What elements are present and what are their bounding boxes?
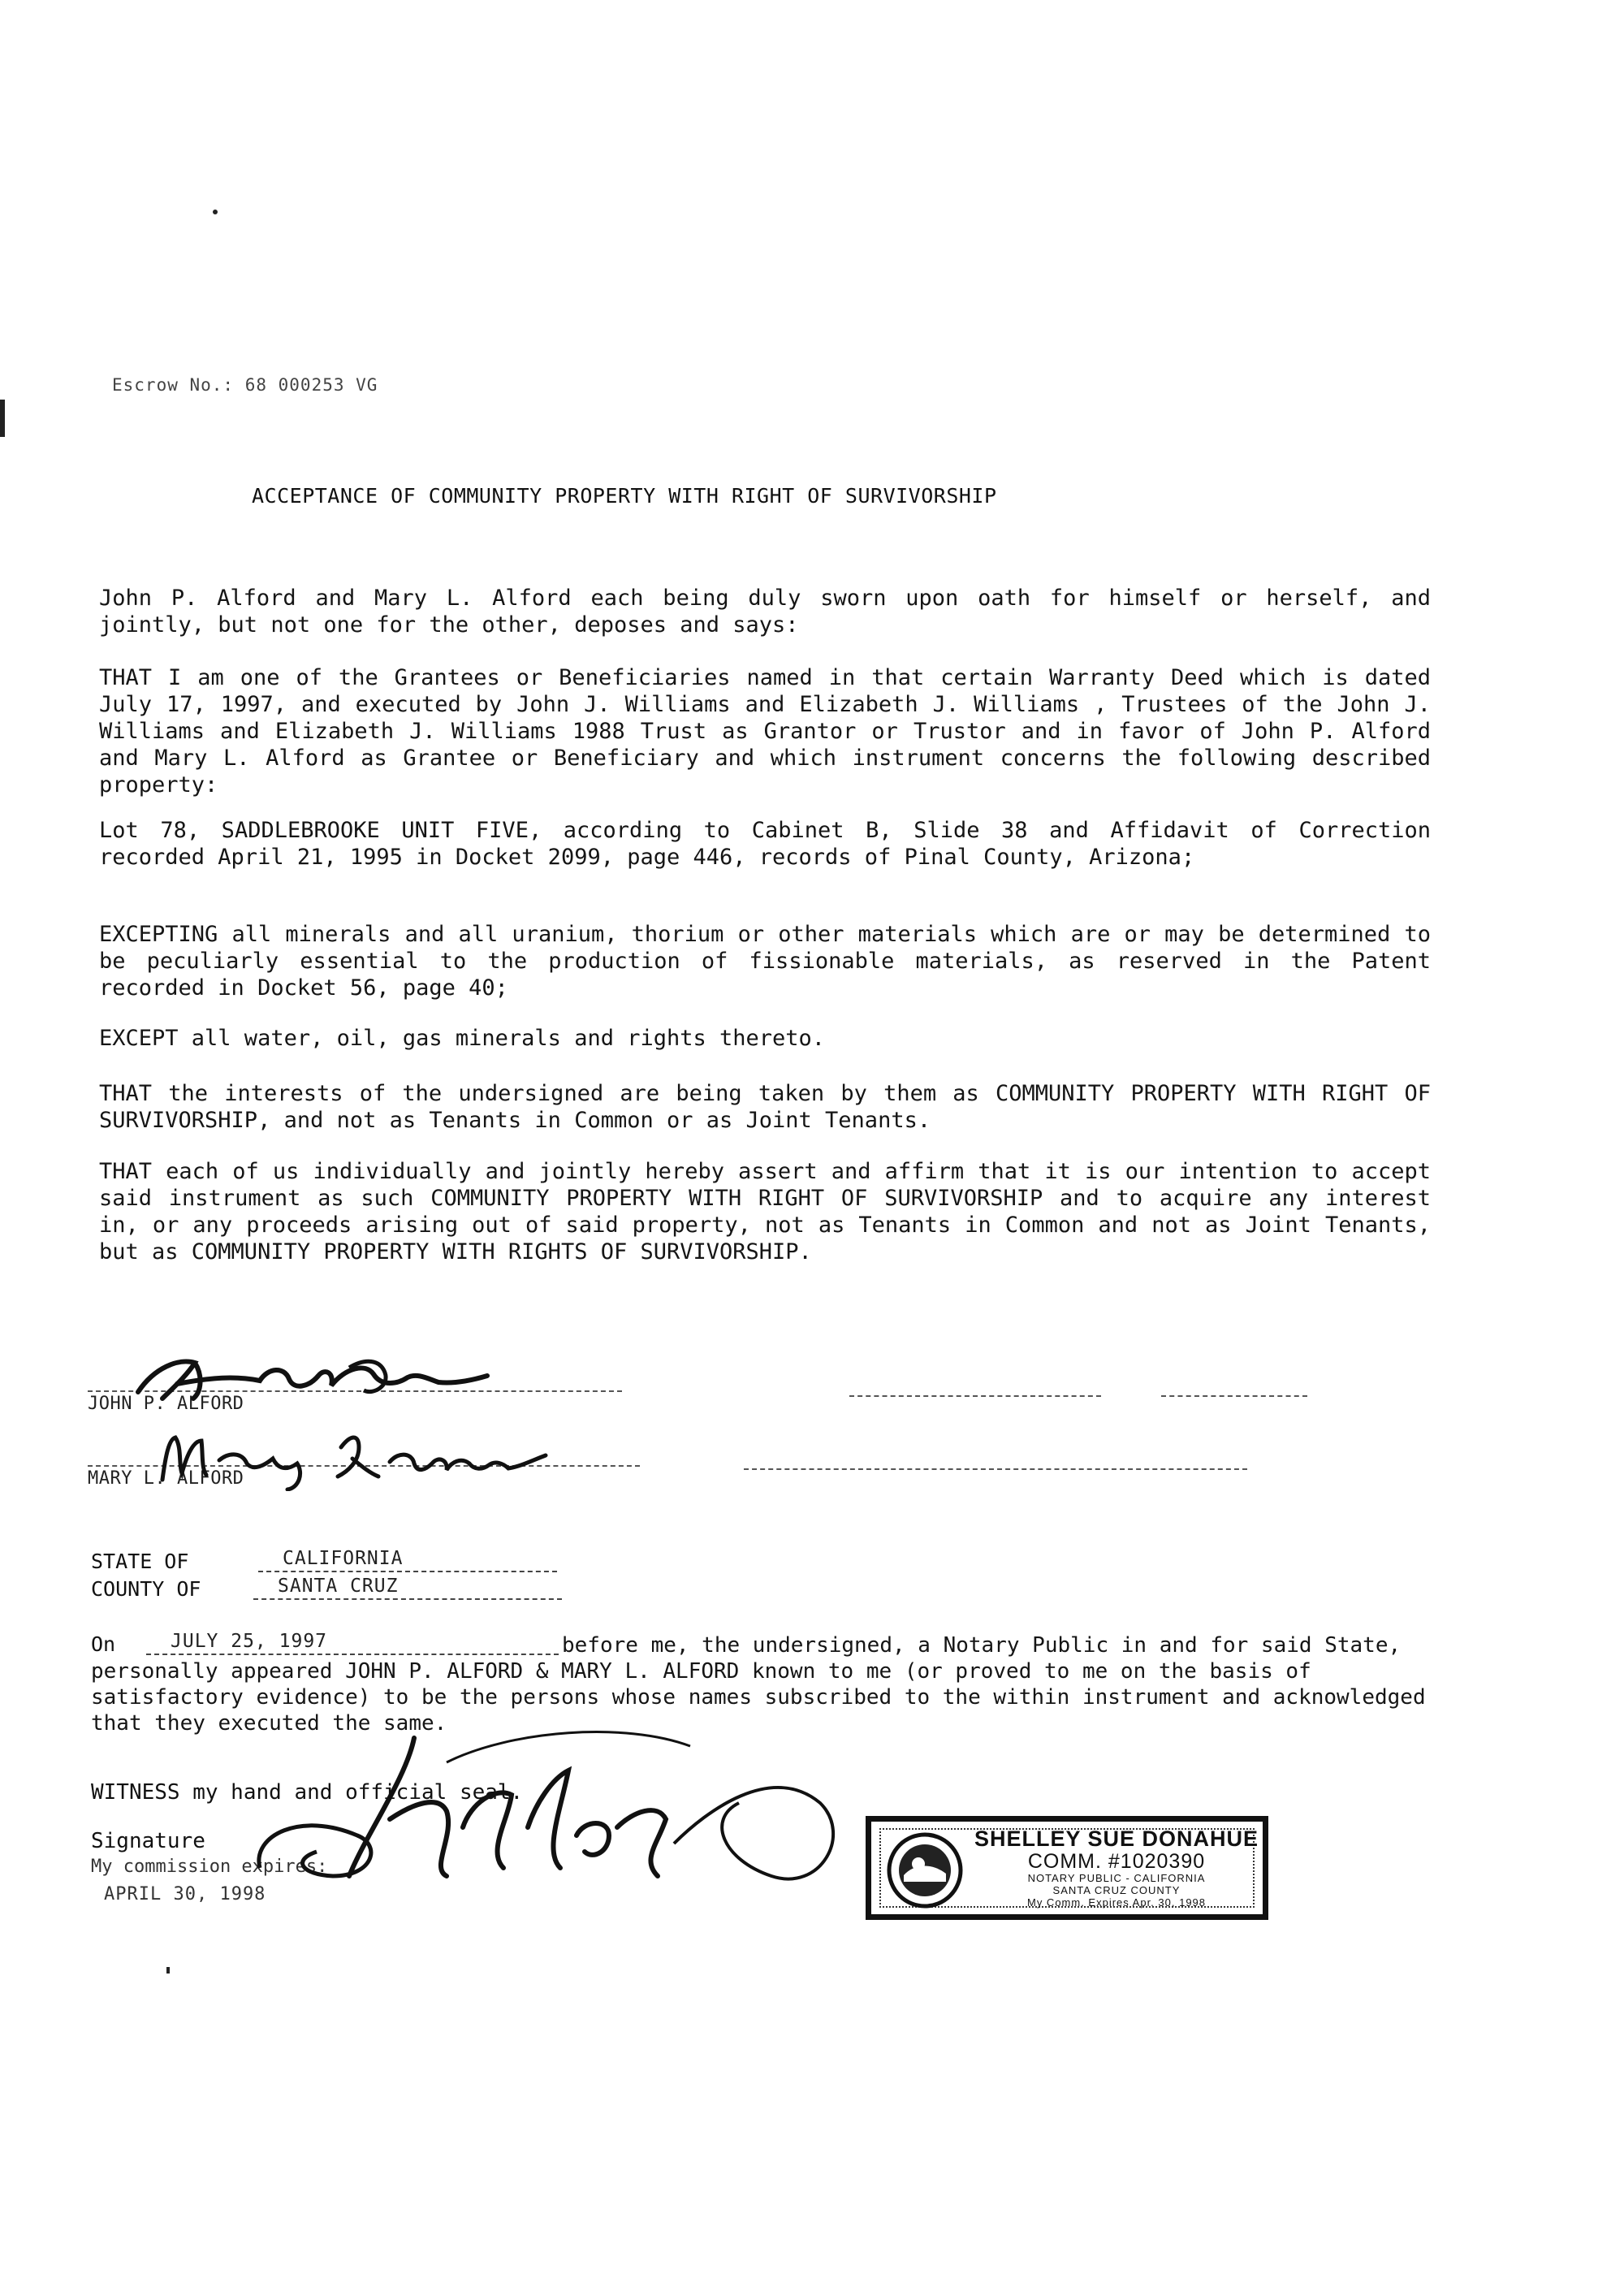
county-label: COUNTY OF	[91, 1577, 201, 1601]
signer-name-john: JOHN P. ALFORD	[88, 1394, 244, 1414]
notary-signature-label: Signature	[91, 1829, 205, 1853]
state-value: CALIFORNIA	[258, 1548, 557, 1572]
witness-line: WITNESS my hand and official seal.	[91, 1780, 524, 1805]
signature-line-john	[88, 1390, 622, 1392]
stamp-text	[972, 1827, 1261, 1909]
signature-line-right-1	[849, 1395, 1101, 1397]
scan-speck	[213, 210, 218, 214]
interests-paragraph: THAT the interests of the undersigned are being taken by them as COMMUNITY PROPERTY WITH RIGHT OF SURVIVORSHIP, and not as Tenants in Common or as Joint Tenants.	[99, 1081, 1431, 1133]
on-label: On	[91, 1632, 116, 1656]
acknowledgment-text: before me, the undersigned, a Notary Public in and for said State, personally appeared JOHN P. ALFORD & MARY L. ALFORD known to me (or proved to me on the basis of satisfactory evidence) to be the persons whose names subscribed to the within instrument and acknowledged that they executed the same.	[91, 1633, 1426, 1736]
affirmation-paragraph: THAT each of us individually and jointly hereby assert and affirm that it is our intention to accept said instrument as such COMMUNITY PROPERTY WITH RIGHT OF SURVIVORSHIP and to acquire any interest in, or any proceeds arising out of said property, not as Tenants in Common and not as Joint Tenants, but as COMMUNITY PROPERTY WITH RIGHTS OF SURVIVORSHIP.	[99, 1159, 1431, 1265]
county-value: SANTA CRUZ	[253, 1576, 562, 1600]
intro-paragraph: John P. Alford and Mary L. Alford each being duly sworn upon oath for himself or herself, and jointly, but not one for the other, deposes and says:	[99, 586, 1431, 638]
commission-expires-date: APRIL 30, 1998	[104, 1884, 266, 1904]
acknowledgment-paragraph	[91, 1632, 1439, 1736]
stamp-commission-number: COMM. #1020390	[1027, 1850, 1206, 1873]
except-water-paragraph: EXCEPT all water, oil, gas minerals and rights thereto.	[99, 1026, 826, 1051]
state-seal-icon	[886, 1831, 964, 1909]
document-title: ACCEPTANCE OF COMMUNITY PROPERTY WITH RIGHT OF SURVIVORSHIP	[252, 484, 997, 508]
stamp-line-3: My Comm. Expires Apr. 30, 1998	[1026, 1896, 1207, 1909]
escrow-number: Escrow No.: 68 000253 VG	[112, 375, 378, 395]
scan-speck	[0, 400, 5, 437]
stamp-line-2: SANTA CRUZ COUNTY	[1052, 1884, 1181, 1896]
signature-line-right-2	[1161, 1395, 1307, 1397]
signature-line-mary	[88, 1465, 640, 1467]
lot-description-paragraph: Lot 78, SADDLEBROOKE UNIT FIVE, according to Cabinet B, Slide 38 and Affidavit of Correction recorded April 21, 1995 in Docket 2099, page 446, records of Pinal County, Arizona;	[99, 818, 1431, 870]
grantee-paragraph: THAT I am one of the Grantees or Beneficiaries named in that certain Warranty Deed which is dated July 17, 1997, and executed by John J. Williams and Elizabeth J. Williams , Trustees of the John J. Williams and Elizabeth J. Williams 1988 Trust as Grantor or Trustor and in favor of John P. Alford and Mary L. Alford as Grantee or Beneficiary and which instrument concerns the following described property:	[99, 665, 1431, 798]
stamp-line-1: NOTARY PUBLIC - CALIFORNIA	[1027, 1872, 1206, 1884]
notary-stamp	[866, 1816, 1268, 1920]
excepting-minerals-paragraph: EXCEPTING all minerals and all uranium, thorium or other materials which are or may be determined to be peculiarly essential to the production of fissionable materials, as reserved in the Patent recorded in Docket 56, page 40;	[99, 922, 1431, 1001]
acknowledgment-date: JULY 25, 1997	[146, 1631, 559, 1655]
state-label: STATE OF	[91, 1550, 189, 1573]
stamp-notary-name: SHELLEY SUE DONAHUE	[974, 1827, 1259, 1851]
scan-speck	[166, 1967, 170, 1974]
signer-name-mary: MARY L. ALFORD	[88, 1468, 244, 1489]
commission-expires-label: My commission expires:	[91, 1857, 328, 1877]
signature-line-right-3	[744, 1468, 1247, 1470]
